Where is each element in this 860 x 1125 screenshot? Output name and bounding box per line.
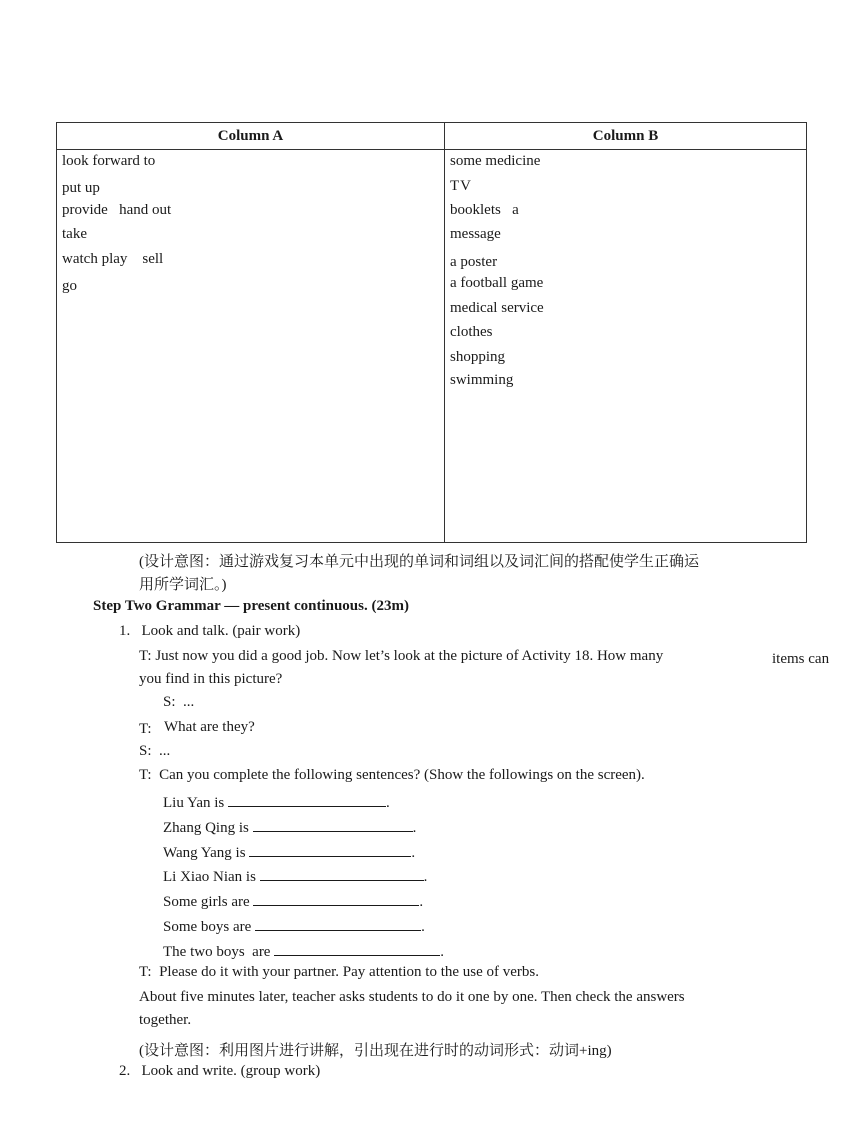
teacher-line: T: Can you complete the following sentences? (Show the followings on the screen).	[139, 767, 645, 783]
answer-blank[interactable]	[274, 941, 440, 956]
fill-in-sentence	[163, 792, 390, 812]
sentence-subject: Some boys are	[163, 919, 252, 935]
answer-blank[interactable]	[255, 916, 421, 931]
answer-blank[interactable]	[253, 817, 413, 832]
student-line: S: ...	[163, 694, 195, 710]
column-b-cell	[445, 150, 807, 543]
sentence-end: .	[440, 944, 444, 960]
answer-blank[interactable]	[253, 891, 419, 906]
step-two-heading: Step Two Grammar — present continuous. (23m)	[93, 598, 409, 614]
teacher-line-overflow: items can	[772, 651, 830, 667]
table-header-row	[57, 123, 807, 150]
sentence-end: .	[411, 845, 416, 861]
column-b-header: Column B	[445, 123, 807, 150]
column-b-item: message	[450, 226, 501, 242]
column-a-item: put up	[62, 180, 100, 196]
fill-in-sentence	[163, 916, 425, 936]
fill-in-sentence	[163, 891, 423, 911]
design-note-line: (设计意图：通过游戏复习本单元中出现的单词和词组以及词汇间的搭配使学生正确运	[139, 554, 699, 570]
item-1-heading: 1. Look and talk. (pair work)	[119, 623, 301, 639]
column-b-item: a football game	[450, 275, 544, 291]
answer-blank[interactable]	[228, 792, 386, 807]
column-a-item: provide hand out	[62, 202, 172, 218]
sentence-subject: Li Xiao Nian is	[163, 869, 256, 885]
sentence-end: .	[419, 894, 424, 910]
teacher-line: T: Please do it with your partner. Pay attention to the use of verbs.	[139, 964, 540, 980]
paragraph-line: About five minutes later, teacher asks students to do it one by one. Then check the answers	[139, 989, 685, 1005]
sentence-end: .	[412, 820, 417, 836]
column-b-item: medical service	[450, 300, 544, 316]
teacher-prefix: T:	[139, 721, 152, 737]
teacher-line: T: Just now you did a good job. Now let’s look at the picture of Activity 18. How many	[139, 648, 664, 664]
column-b-item: some medicine	[450, 153, 541, 169]
sentence-subject: Wang Yang is	[163, 845, 246, 861]
design-note-line: (设计意图：利用图片进行讲解，引出现在进行时的动词形式：动词+ing)	[139, 1043, 612, 1059]
column-b-item: TV	[450, 178, 472, 194]
answer-blank[interactable]	[260, 866, 424, 881]
sentence-end: .	[386, 795, 390, 811]
matching-table	[56, 122, 807, 543]
table-body-row	[57, 150, 807, 543]
teacher-line: What are they?	[164, 719, 255, 735]
fill-in-sentence	[163, 817, 416, 837]
sentence-end: .	[423, 869, 428, 885]
student-line: S: ...	[139, 743, 171, 759]
column-b-item: shopping	[450, 349, 506, 365]
column-a-item: take	[62, 226, 87, 242]
sentence-end: .	[421, 919, 425, 935]
teacher-line: you find in this picture?	[139, 671, 283, 687]
paragraph-line: together.	[139, 1012, 192, 1028]
column-a-cell	[57, 150, 445, 543]
column-b-item: a poster	[450, 254, 498, 270]
column-a-item: look forward to	[62, 153, 156, 169]
column-a-item: go	[62, 278, 77, 294]
column-b-item: clothes	[450, 324, 493, 340]
item-2-heading: 2. Look and write. (group work)	[119, 1063, 321, 1079]
column-b-item: swimming	[450, 372, 514, 388]
column-a-item: watch play sell	[62, 251, 164, 267]
fill-in-sentence	[163, 842, 415, 862]
answer-blank[interactable]	[249, 842, 411, 857]
sentence-subject: Some girls are	[163, 894, 250, 910]
sentence-subject: The two boys are	[163, 944, 271, 960]
design-note-line: 用所学词汇。)	[139, 577, 227, 593]
column-b-item: booklets a	[450, 202, 519, 218]
fill-in-sentence	[163, 941, 444, 961]
sentence-subject: Zhang Qing is	[163, 820, 249, 836]
column-a-header: Column A	[57, 123, 445, 150]
sentence-subject: Liu Yan is	[163, 795, 225, 811]
fill-in-sentence	[163, 866, 427, 886]
